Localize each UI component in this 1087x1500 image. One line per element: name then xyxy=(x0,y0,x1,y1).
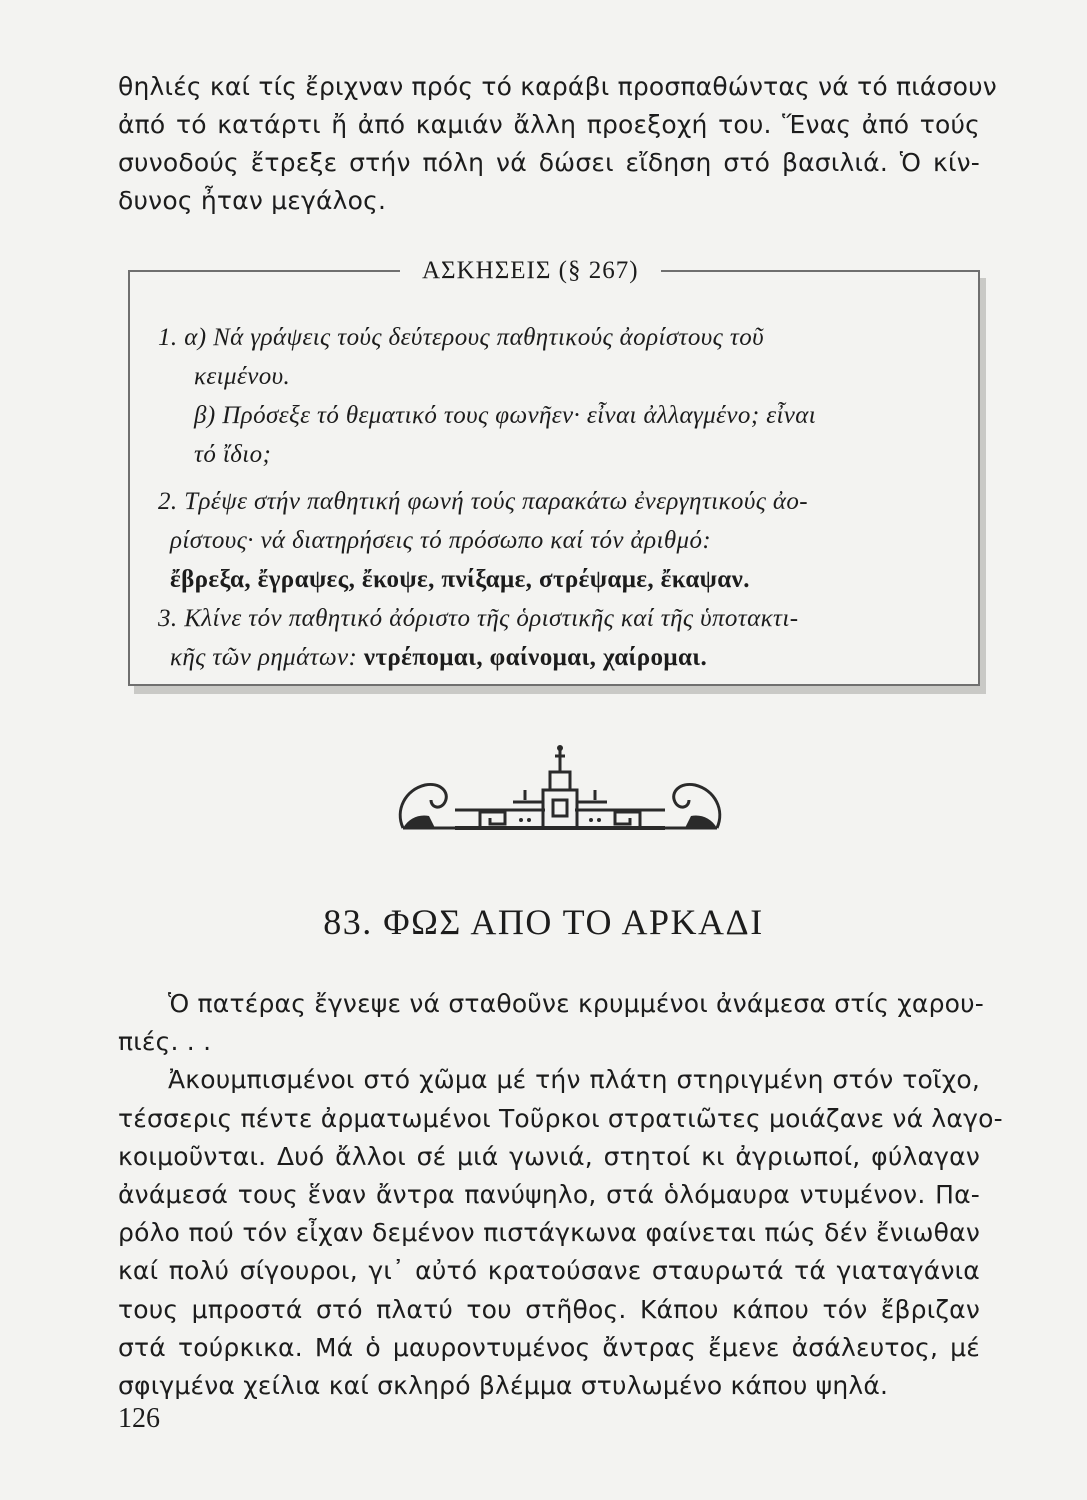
exercise-line: ρίστους· νά διατηρήσεις τό πρόσωπο καί τόν ἀριθμό: xyxy=(170,527,712,554)
text-line: Ὁ πατέρας ἔγνεψε νά σταθοῦνε κρυμμένοι ἀνάμεσα στίς χαρου- xyxy=(168,989,985,1018)
text-line: στά τούρκικα. Μά ὁ μαυροντυμένος ἄντρας ἔμενε ἀσάλευτος, μέ xyxy=(118,1332,980,1362)
top-paragraph xyxy=(118,68,997,220)
exercise-line: 3. Κλίνε τόν παθητικό ἀόριστο τῆς ὁριστικῆς καί τῆς ὑποτακτι- xyxy=(158,605,799,632)
text-line: πιές. . . xyxy=(118,1027,212,1057)
exercise-line: τό ἴδιο; xyxy=(194,441,272,468)
text-line: καί πολύ σίγουροι, γι᾿ αὐτό κρατούσανε σταυρωτά τά γιαταγάνια xyxy=(118,1256,980,1286)
text-line: σφιγμένα χείλια καί σκληρό βλέμμα στυλωμένο κάπου ψηλά. xyxy=(118,1371,889,1401)
text-line: Ἀκουμπισμένοι στό χῶμα μέ τήν πλάτη στηριγμένη στόν τοῖχο, xyxy=(168,1065,980,1095)
page-number: 126 xyxy=(118,1403,160,1434)
ornament-icon xyxy=(395,740,725,840)
exercises-title: ΑΣΚΗΣΕΙΣ (§ 267) xyxy=(400,256,661,286)
text-line: τέσσερις πέντε ἀρματωμένοι Τοῦρκοι στρατιῶτες μοιάζανε νά λαγο- xyxy=(118,1103,1003,1133)
chapter-title: 83. ΦΩΣ ΑΠΟ ΤΟ ΑΡΚΑΔΙ xyxy=(323,902,764,942)
exercise-line: 1. α) Νά γράψεις τούς δεύτερους παθητικούς ἀορίστους τοῦ xyxy=(158,324,764,351)
exercise-line: 2. Τρέψε στήν παθητική φωνή τούς παρακάτω ἐνεργητικούς ἀο- xyxy=(158,488,809,515)
bottom-paragraph xyxy=(118,985,1003,1405)
text-line: συνοδούς ἔτρεξε στήν πόλη νά δώσει εἴδηση στό βασιλιά. Ὁ κίν- xyxy=(118,148,980,177)
exercise-line: β) Πρόσεξε τό θεματικό τους φωνῆεν· εἶναι ἀλλαγμένο; εἶναι xyxy=(194,402,817,429)
exercise-bold-line: ἔβρεξα, ἔγραψες, ἔκοψε, πνίξαμε, στρέψαμε, ἔκαψαν. xyxy=(170,566,750,593)
text-line: ἀπό τό κατάρτι ἤ ἀπό καμιάν ἄλλη προεξοχή του. Ἕνας ἀπό τούς xyxy=(118,110,980,139)
exercise-verbs: ντρέπομαι, φαίνομαι, χαίρομαι. xyxy=(363,644,708,671)
text-line: κοιμοῦνται. Δυό ἄλλοι σέ μιά γωνιά, στητοί κι ἀγριωποί, φύλαγαν xyxy=(118,1141,980,1171)
exercise-line-text: κῆς τῶν ρημάτων: xyxy=(170,644,364,671)
exercise-line: κειμένου. xyxy=(194,363,291,390)
text-line: δυνος ἦταν μεγάλος. xyxy=(118,186,387,215)
text-line: τους μπροστά στό πλατύ του στῆθος. Κάπου κάπου τόν ἔβριζαν xyxy=(118,1294,980,1324)
text-line: ἀνάμεσά τους ἕναν ἄντρα πανύψηλο, στά ὁλόμαυρα ντυμένον. Πα- xyxy=(118,1180,980,1210)
exercise-line xyxy=(158,638,958,677)
exercises-content xyxy=(158,318,958,677)
text-line: ρόλο πού τόν εἶχαν δεμένον πιστάγκωνα φαίνεται πώς δέν ἔνιωθαν xyxy=(118,1218,980,1248)
text-line: θηλιές καί τίς ἔριχναν πρός τό καράβι προσπαθώντας νά τό πιάσουν xyxy=(118,72,997,101)
